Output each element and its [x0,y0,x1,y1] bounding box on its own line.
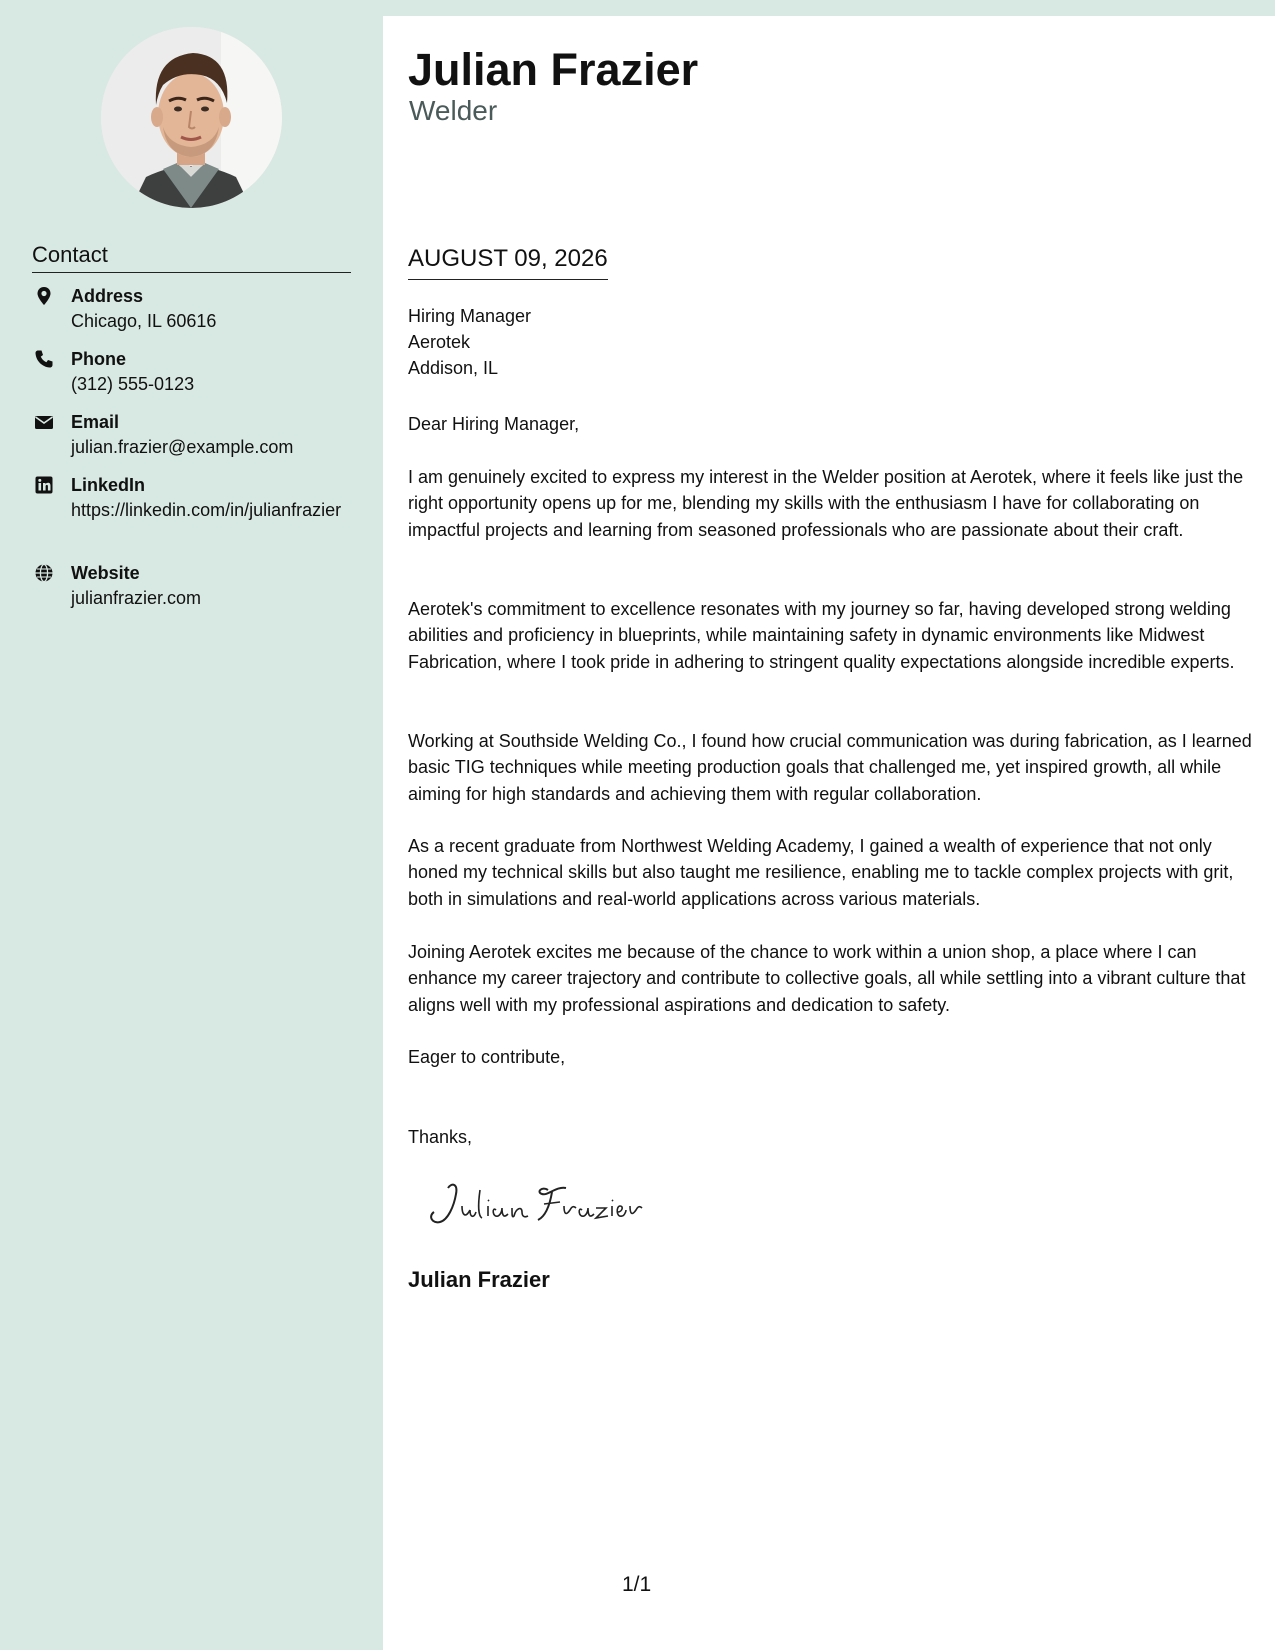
contact-label: Phone [71,349,127,369]
closing-line: Eager to contribute, [408,1047,566,1067]
recipient-line: Hiring Manager [408,306,532,326]
avatar [101,27,282,208]
letter-paragraph: I am genuinely excited to express my interest in the Welder position at Aerotek, where it feels like just the right opportunity opens up for me, blending my skills with the enthusiasm I have for collaborating on impactful projects and learning from seasoned professionals who are passionate about their craft. [408,467,1244,540]
linkedin-icon [34,475,54,495]
contact-label: Address [71,286,144,306]
globe-icon [34,563,54,583]
contact-label: LinkedIn [71,475,146,495]
phone-icon [34,349,54,369]
applicant-name: Julian Frazier [408,44,699,95]
signoff-line: Thanks, [408,1127,473,1147]
page-number: 1/1 [622,1573,652,1596]
contact-value[interactable]: https://linkedin.com/in/julianfrazier [71,500,342,520]
contact-label: Website [71,563,140,583]
signature-image [418,1176,658,1236]
recipient-line: Addison, IL [408,358,499,378]
contact-value: julian.frazier@example.com [71,437,294,457]
letter-paragraph: As a recent graduate from Northwest Welding Academy, I gained a wealth of experience that not only honed my technical skills but also taught me resilience, enabling me to tackle complex projects with grit, both in simulations and real-world applications across various materials. [408,836,1234,909]
salutation: Dear Hiring Manager, [408,414,580,434]
letter-paragraph: Working at Southside Welding Co., I found how crucial communication was during fabrication, as I learned basic TIG techniques while meeting production goals that challenged me, yet inspired growth, all while aiming for high standards and achieving them with regular collaboration. [408,731,1252,804]
envelope-icon [34,412,54,432]
recipient-block [408,303,531,381]
letter-date: AUGUST 09, 2026 [408,244,608,280]
job-title: Welder [409,95,498,126]
letter-paragraph: Aerotek's commitment to excellence resonates with my journey so far, having developed strong welding abilities and proficiency in blueprints, while maintaining safety in dynamic environments like Midwest Fabrication, where I took pride in adhering to stringent quality expectations alongside incredible experts. [408,599,1235,672]
recipient-line: Aerotek [408,332,471,352]
contact-value: Chicago, IL 60616 [71,311,217,331]
map-pin-icon [34,286,54,306]
signed-name: Julian Frazier [408,1267,550,1292]
contact-heading: Contact [32,241,351,273]
contact-label: Email [71,412,120,432]
contact-value[interactable]: julianfrazier.com [71,588,202,608]
contact-value: (312) 555-0123 [71,374,195,394]
letter-paragraph: Joining Aerotek excites me because of the chance to work within a union shop, a place where I can enhance my career trajectory and contribute to collective goals, all while settling into a vibrant culture that aligns well with my professional aspirations and dedication to safety. [408,942,1246,1015]
